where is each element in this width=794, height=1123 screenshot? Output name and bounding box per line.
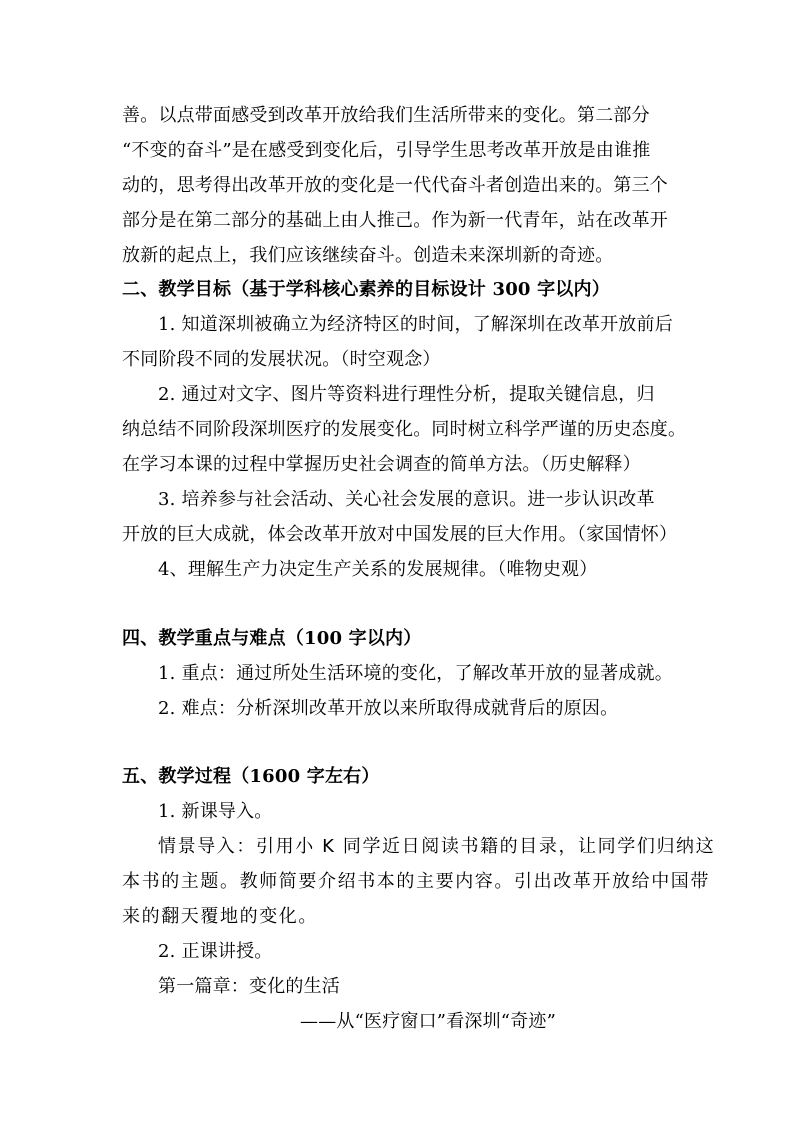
key-point-item: 1. 重点：通过所处生活环境的变化，了解改革开放的显著成就。 bbox=[158, 663, 673, 684]
paragraph-line: “不变的奋斗”是在感受到变化后，引导学生思考改革开放是由谁推 bbox=[122, 140, 651, 161]
process-step-1: 1. 新课导入。 bbox=[158, 801, 273, 822]
chapter-subtitle: ——从“医疗窗口”看深圳“奇迹” bbox=[300, 1011, 557, 1032]
scenario-paragraph-line: 情景导入：引用小 K 同学近日阅读书籍的目录，让同学们归纳这 bbox=[158, 836, 716, 857]
objective-item-4: 4、理解生产力决定生产关系的发展规律。（唯物史观） bbox=[158, 559, 598, 580]
paragraph-line: 开放的巨大成就，体会改革开放对中国发展的巨大作用。（家国情怀） bbox=[122, 524, 678, 545]
section-heading-objectives: 二、教学目标（基于学科核心素养的目标设计 300 字以内） bbox=[122, 279, 610, 300]
section-heading-key-points: 四、教学重点与难点（100 字以内） bbox=[122, 628, 422, 649]
section-heading-process: 五、教学过程（1600 字左右） bbox=[122, 766, 380, 787]
paragraph-line: 放新的起点上，我们应该继续奋斗。创造未来深圳新的奇迹。 bbox=[122, 245, 614, 266]
paragraph-line: 善。以点带面感受到改革开放给我们生活所带来的变化。第二部分 bbox=[122, 105, 650, 126]
objective-item-2: 2. 通过对文字、图片等资料进行理性分析，提取关键信息，归 bbox=[158, 384, 655, 405]
difficult-point-item: 2. 难点：分析深圳改革开放以来所取得成就背后的原因。 bbox=[158, 698, 619, 719]
objective-item-1: 1. 知道深圳被确立为经济特区的时间，了解深圳在改革开放前后 bbox=[158, 314, 673, 335]
paragraph-line: 动的，思考得出改革开放的变化是一代代奋斗者创造出来的。第三个 bbox=[122, 175, 668, 196]
chapter-title: 第一篇章：变化的生活 bbox=[158, 976, 340, 997]
scenario-paragraph-line: 本书的主题。教师简要介绍书本的主要内容。引出改革开放给中国带 bbox=[122, 871, 710, 892]
objective-item-3: 3. 培养参与社会活动、关心社会发展的意识。进一步认识改革 bbox=[158, 489, 655, 510]
paragraph-line: 不同阶段不同的发展状况。（时空观念） bbox=[122, 349, 441, 370]
scenario-paragraph-line: 来的翻天覆地的变化。 bbox=[122, 906, 318, 927]
process-step-2: 2. 正课讲授。 bbox=[158, 941, 273, 962]
paragraph-line: 部分是在第二部分的基础上由人推己。作为新一代青年，站在改革开 bbox=[122, 210, 668, 231]
paragraph-line: 纳总结不同阶段深圳医疗的发展变化。同时树立科学严谨的历史态度。 bbox=[122, 419, 687, 440]
paragraph-line: 在学习本课的过程中掌握历史社会调查的简单方法。（历史解释） bbox=[122, 454, 641, 475]
